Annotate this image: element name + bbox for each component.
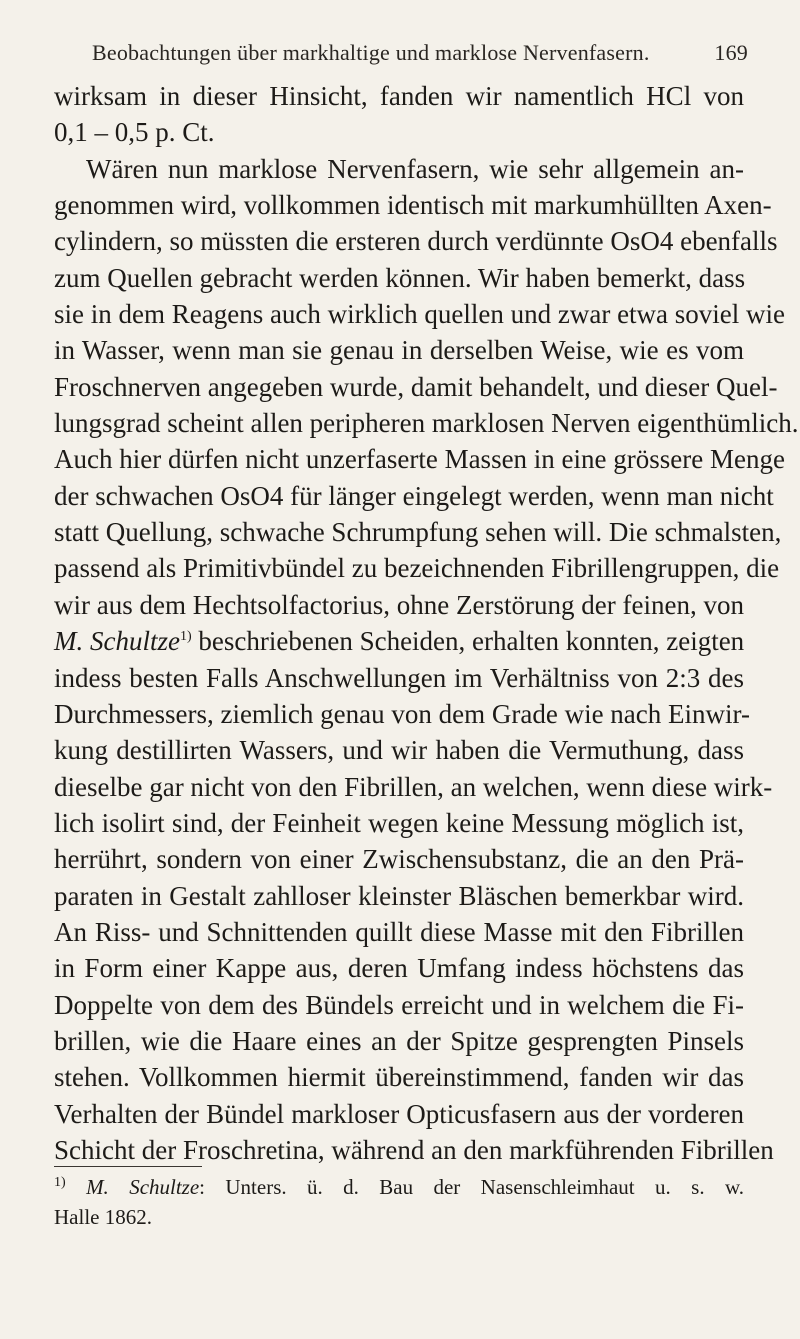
text-line: in Form einer Kappe aus, deren Umfang indess höchstens das	[54, 953, 744, 984]
text-line: sie in dem Reagens auch wirklich quellen und zwar etwa soviel wie	[54, 299, 786, 330]
text-line: zum Quellen gebracht werden können. Wir haben bemerkt, dass	[54, 262, 746, 293]
footnote	[54, 1172, 744, 1232]
text-line: lich isolirt sind, der Feinheit wegen keine Messung möglich ist,	[54, 807, 744, 838]
footnote-text: : Unters. ü. d. Bau der Nasenschleimhaut u. s. w.	[199, 1175, 744, 1199]
text-line: indess besten Falls Anschwellungen im Verhältniss von 2:3 des	[54, 662, 744, 693]
footnote-reference[interactable]: 1)	[179, 629, 192, 645]
text-line: lungsgrad scheint allen peripheren marklosen Nerven eigenthümlich.	[54, 408, 799, 439]
footnote-divider	[54, 1166, 202, 1167]
text-line: in Wasser, wenn man sie genau in derselben Weise, wie es vom	[54, 335, 744, 366]
page-number: 169	[714, 40, 748, 65]
text-line: Froschnerven angegeben wurde, damit behandelt, und dieser Quel-	[54, 371, 778, 402]
footnote-marker: 1)	[54, 1175, 66, 1190]
text-line: statt Quellung, schwache Schrumpfung sehen will. Die schmalsten,	[54, 517, 782, 548]
footnote-author: M. Schultze	[86, 1175, 200, 1199]
text-line: cylindern, so müssten die ersteren durch verdünnte OsO4 ebenfalls	[54, 226, 778, 257]
text-line: Schicht der Froschretina, während an den markführenden Fibrillen	[54, 1134, 774, 1165]
text-line: wirksam in dieser Hinsicht, fanden wir namentlich HCl von	[54, 81, 744, 111]
text-line: An Riss- und Schnittenden quillt diese Masse mit den Fibrillen	[54, 916, 744, 947]
text-line: wir aus dem Hechtsolfactorius, ohne Zerstörung der feinen, von	[54, 589, 744, 620]
text-line: Wären nun marklose Nervenfasern, wie sehr allgemein an-	[86, 153, 744, 184]
text-line: brillen, wie die Haare eines an der Spitze gesprengten Pinsels	[54, 1025, 744, 1056]
footnote-line: Halle 1862.	[54, 1205, 152, 1229]
footnote-line	[54, 1172, 744, 1202]
text-line-rest: beschriebenen Scheiden, erhalten konnten, zeigten	[198, 626, 745, 657]
text-line: kung destillirten Wassers, und wir haben die Vermuthung, dass	[54, 735, 744, 766]
text-line: dieselbe gar nicht von den Fibrillen, an welchen, wenn diese wirk-	[54, 771, 773, 802]
text-line: paraten in Gestalt zahlloser kleinster Bläschen bemerkbar wird.	[54, 880, 744, 911]
running-head-title: Beobachtungen über markhaltige und marklose Nervenfasern.	[92, 40, 650, 65]
text-line: 0,1 – 0,5 p. Ct.	[54, 117, 215, 148]
text-line-with-citation	[54, 623, 744, 659]
text-line: herrührt, sondern von einer Zwischensubstanz, die an den Prä-	[54, 844, 744, 875]
running-head	[92, 40, 748, 74]
text-line: stehen. Vollkommen hiermit übereinstimmend, fanden wir das	[54, 1062, 744, 1093]
body-text	[54, 78, 799, 1168]
text-line: Doppelte von dem des Bündels erreicht und in welchem die Fi-	[54, 989, 744, 1020]
text-line: Auch hier dürfen nicht unzerfaserte Massen in eine grössere Menge	[54, 444, 785, 475]
text-line: passend als Primitivbündel zu bezeichnenden Fibrillengruppen, die	[54, 553, 780, 584]
citation-author: M. Schultze	[54, 626, 180, 657]
text-line: der schwachen OsO4 für länger eingelegt werden, wenn man nicht	[54, 480, 774, 511]
text-line: genommen wird, vollkommen identisch mit markumhüllten Axen-	[54, 190, 772, 221]
text-line: Verhalten der Bündel markloser Opticusfasern aus der vorderen	[54, 1098, 744, 1129]
text-line: Durchmessers, ziemlich genau von dem Grade wie nach Einwir-	[54, 698, 750, 729]
